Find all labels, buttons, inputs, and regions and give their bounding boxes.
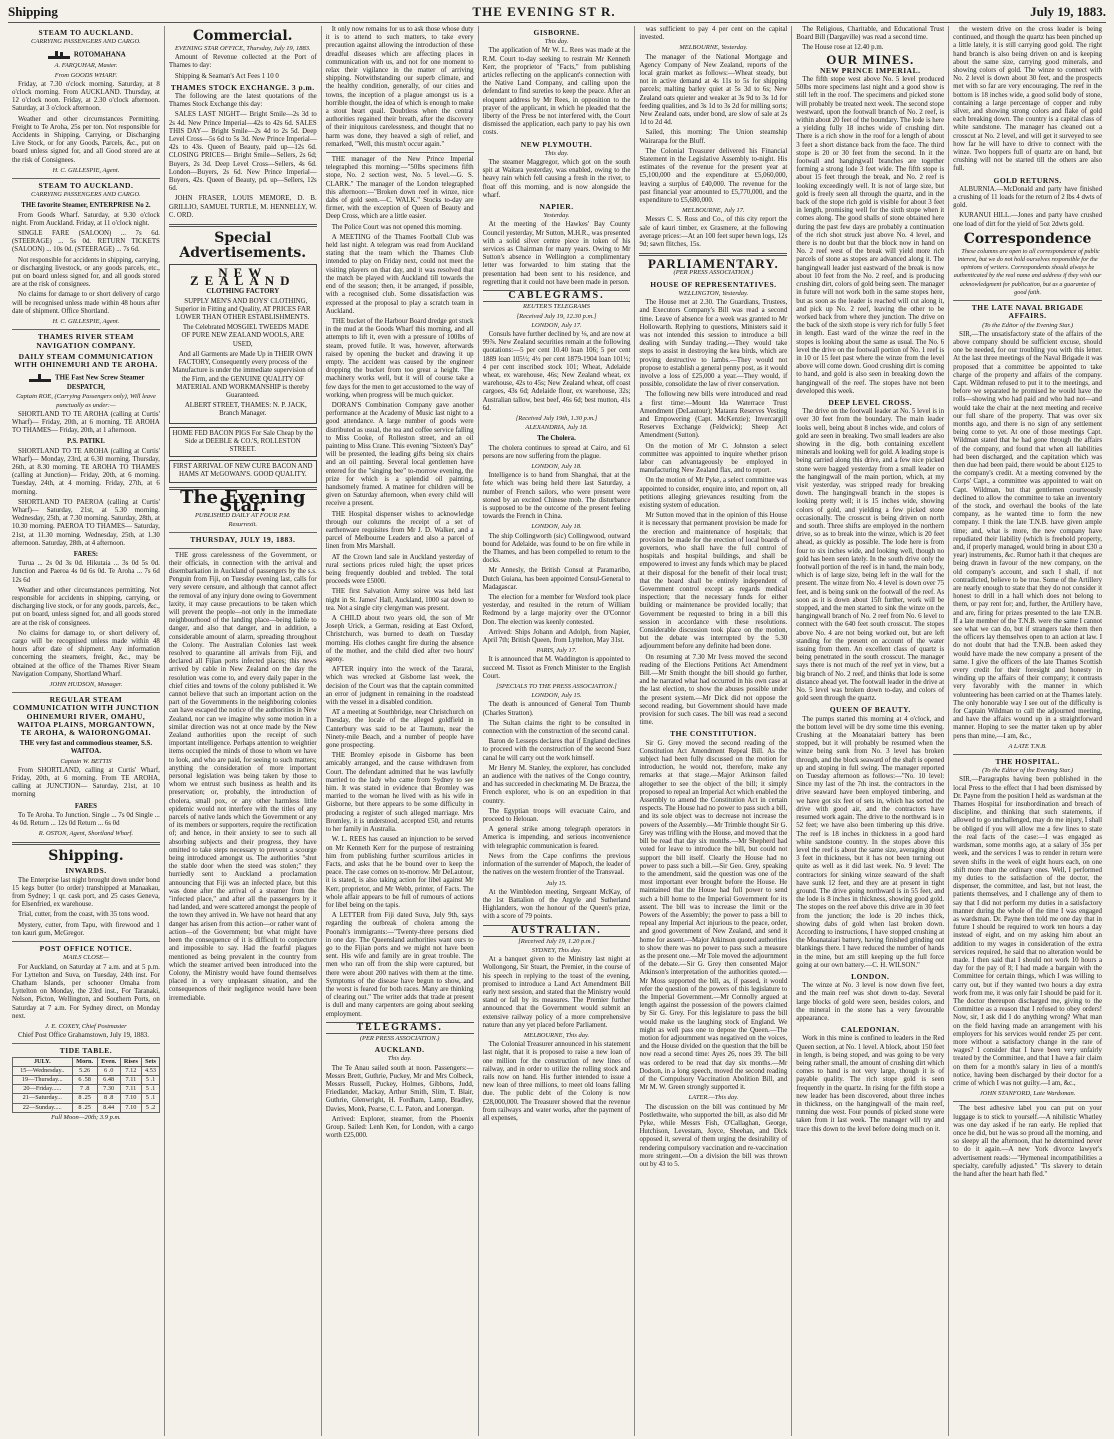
column-5 bbox=[635, 26, 792, 1436]
cable-item: The manager of the National Mortgage and Agency Company of New Zealand, reports of the local grain market as follows:—Wheat steady, but not in active demand at 4s 11s to 5s for shipping parcels; malting barley quiet at 5s 3d to 6s; New Zealand oats quieter and weaker at 3s 9d to 3s 1d for feeding qualities, and 3s 1d to 3s 2d for milling sorts; New Zealand oats, under bond, are slow of sale at 2s 1d to 2d 4d. bbox=[639, 53, 788, 127]
cable-item: The ship Collingworth (sic) Collingwood, outward bound for Adelaide, was found to be on fire while in the Thames, and has been compelled to return to the docks. bbox=[482, 532, 631, 565]
received: [Received July 19, 12.30 p.m.] bbox=[516, 312, 597, 320]
divider bbox=[953, 754, 1102, 755]
press-association: (PER PRESS ASSOCIATION.) bbox=[673, 269, 754, 277]
heading-telegrams: TELEGRAMS. bbox=[326, 1022, 474, 1034]
leader-date: THURSDAY, JULY 19, 1883. bbox=[190, 535, 296, 545]
tide-cell: 15—Wednesday.. bbox=[13, 1066, 73, 1075]
notice: No claims for damage to, or short delivery of, cargo will be recognised unless made within 48 hours after date of shipment. Any information concerning the steamers, freight, &c., may be obtained at the office of the Thames River Steam Navigation Company, Shortland Wharf. bbox=[12, 629, 160, 678]
tide-table-header bbox=[13, 1057, 160, 1066]
telegram-item: The Te Anau sailed south at noon. Passengers:—Messrs Brett, Guthrie, Puckey, Mr and Mrs Colbeck, Messrs Russell, Puckey, Holmes, Gibbons, Judd, Friedlander, Mackay, Arthur Smith, Slim, T. Blair, Guthrie, Glenwright, H. Fordham, Lamp, Bradley, Davies, Monk, Pearse, C. L. Paton, and Lonergan. bbox=[325, 1064, 474, 1113]
tide-cell: 8 .25 bbox=[72, 1094, 97, 1103]
wharf-name: From GOODS WHARF. bbox=[54, 71, 118, 79]
local-item: THE Hospital dispenser wishes to acknowledge through our columns the receipt of a set of earthenware requisites from Mr J. D. Walker, and a parcel of Melbourne Leaders and also a parcel of linen from Mrs Marshall. bbox=[325, 510, 474, 551]
cable-item: Mr Henry M. Stanley, the explorer, has concluded an audience with the natives of the Congo country, and has succeeded in checkmating M. De Brazza, the French explorer, who is on an expedition in that country. bbox=[482, 764, 631, 805]
post-notice: For Auckland, on Saturday at 7 a.m. and at 5 p.m. For Lyttelton and Suva, on Tuesday, 24th inst. For Chatham Islands, per schooner Omaha from Lyttelton on Monday, the 23rd inst., For Taranaki, Nelson, Picton, Wellington, and Southern Ports, on Saturday at 7 a.m. For Sydney direct, on Monday next. bbox=[12, 963, 160, 1020]
telegram-item: Arrived: Explorer, steamer, from the Phoenix Group. Sailed: Lenh Ken, for London, with a cargo worth £25,000. bbox=[325, 1115, 474, 1140]
exchange-sales: SALES LAST NIGHT— Bright Smile—2s 3d to 2s 4d. New Prince Imperial—42s to 42s 6d. SALES THIS DAY— Bright Smile—2s 4d to 2s 5d. Deep Level Cross—5s 6d to 5s 3d. New Prince Imperial—42s to 43s. Queen of Beauty, paid up—12s 6d. CLOSING PRICES— Bright Smile—Sellers, 2s 6d; Buyers, 2s 3d. Deep Level Cross—Sellers, 4s 6d. London—Buyers, 2s 6d. New Prince Imperial—Buyers, 42s. Queen of Beauty, pd. up—Sellers, 12s 6d. bbox=[168, 111, 317, 193]
ad-body: And all Garments are Made Up in THEIR OWN FACTORY, Consequently every process of the Manufacture is under the immediate supervision of the Firm, and the GENUINE QUALITY OF MATERIAL AND WORKMANSHIP is thereby Guaranteed. bbox=[172, 350, 314, 399]
tide-cell: 7.11 bbox=[120, 1075, 141, 1084]
cable-item: The Colonial Treasurer delivered his Financial Statement in the Legislative Assembly to-night. His estimates of the revenue for the present year at £5,100,000 and the expenditure at £5,060,000, leaving a surplus of £40,000. The revenue for the past financial year amounted to £5,770,000, and the expenditure to £5,680,000. bbox=[639, 147, 788, 205]
heading-hospital: THE HOSPITAL. bbox=[995, 757, 1060, 767]
fares-heading: FARES bbox=[74, 802, 97, 810]
subheading: CARRYING PASSENGERS AND CARGO. bbox=[31, 191, 141, 199]
tide-cell: 19—Thursday... bbox=[13, 1075, 73, 1084]
column-6 bbox=[792, 26, 949, 1436]
cable-item: Arrived: Ships Johann and Adolph, from Napier, April 7th; British Queen, from Lyttelton, May 31st. bbox=[482, 628, 631, 645]
column-7 bbox=[949, 26, 1106, 1436]
mine-report: The winze at No. 3 level is now down five feet, and the main reef was shot down to-day. Several large blocks of gold were seen, besides colors, and the mineral in the stone has a very favourable appearance. bbox=[796, 982, 945, 1022]
tide-header-cell: Sets bbox=[142, 1057, 160, 1066]
notice: No claims for damage to or short delivery of cargo will be recognised unless made within 48 hours after date of shipment. Office Shortland. bbox=[12, 291, 160, 315]
agent: H. C. GILLESPIE, Agent. bbox=[52, 166, 120, 174]
despatch-label: THE Fast New Screw Steamer DESPATCH, bbox=[55, 374, 145, 392]
heading-house: HOUSE OF REPRESENTATIVES. bbox=[650, 279, 777, 289]
parl-item: The following new bills were introduced and read a first time:—Mount Ida Waterrace Trust Amendment (DeLautour); Mataura Reserves Vesting and Empowering (Capt. McKenzie); Invercargill Reserves Exchange (Feldwick); Sheep Act Amendment (Sutton). bbox=[639, 391, 788, 440]
heading-london-mine: LONDON. bbox=[851, 971, 890, 981]
parl-item: The House rose at 12.40 p.m. bbox=[802, 44, 884, 52]
local-item: THE bucket of the Harbour Board dredge got stuck in the mud at the Goods Wharf this morning, and all attempts to lift it, even with a pressure of 100lbs of steam, proved futile. It was, however, afterwards raised by opening the bucket and drawing it up empty. The accident was caused by the engineer dropping the bucket from too great a height. The machinery works well, but it will of course take a few days for the men to get accustomed to the way of working, when progress will be much quicker. bbox=[325, 317, 474, 399]
shipping-item: Mystery, cutter, from Tapu, with firewood and 1 ton kauri gum, McGregor. bbox=[12, 921, 160, 937]
heading-gold-returns: GOLD RETURNS. bbox=[993, 175, 1062, 185]
shipping-item: The Enterprise last night brought down under bond 15 kegs butter (to order) transhipped at Manaakau, from Sydney; 1 qr. cask port, and 25 cases Geneva, for Elsenfried, ex warehouse. bbox=[12, 876, 160, 909]
divider bbox=[169, 532, 317, 533]
to-editor: (To the Editor of the Evening Star.) bbox=[982, 321, 1074, 329]
divider bbox=[12, 329, 160, 330]
dateline: This day. bbox=[544, 38, 569, 46]
fares-table: To Te Aroha. To Junction. Single ... 7s 0d Single ... 4s 0d. Return ... 12s 0d Return ... 6s 0d bbox=[12, 811, 160, 828]
masthead-title: THE EVENING ST R. bbox=[472, 4, 616, 19]
dateline: LONDON, July 17. bbox=[531, 321, 582, 329]
received: [Received July 19, 1.20 p.m.] bbox=[518, 937, 595, 945]
cable-item: The election for a member for Wexford took place yesterday, and resulted in the return of William Redmond by a large majority over the O'Connor Don. The election was keenly contested. bbox=[482, 594, 631, 626]
tide-cell: 8.44 bbox=[97, 1103, 120, 1112]
cable-item: It is announced that M. Waddington is appointed to succeed M. Tissot as French Minister to the English Court. bbox=[482, 656, 631, 680]
divider bbox=[12, 842, 160, 845]
agent: R. OSTON, Agent, Shortland Wharf. bbox=[38, 830, 134, 838]
subheading: CARRYING PASSENGERS AND CARGO. bbox=[31, 38, 141, 46]
revenue: Amount of Revenue collected at the Port of Thames to day: bbox=[168, 54, 317, 70]
dateline: LATER.—This day. bbox=[688, 1094, 739, 1102]
ad-body: SUPPLY MEN'S AND BOYS' CLOTHING, Superior in Fitting and Quality, AT PRICES FAR LOWER THAN OTHER ESTABLISHMENTS. bbox=[174, 297, 311, 322]
heading-qob: QUEEN OF BEAUTY. bbox=[829, 705, 911, 715]
steamer-enterprise: THE favorite Steamer, ENTERPRISE No 2. bbox=[21, 202, 151, 210]
cable-item: The Sultan claims the right to be consulted in connection with the construction of the second canal. bbox=[482, 719, 631, 736]
notice: Not responsible for accidents in shipping, carrying, or discharging livestock, or any goods parcels, etc., put on board unless signed for, and all goods stored are at the risk of consignees. bbox=[12, 256, 160, 289]
heading-our-mines: OUR MINES. bbox=[826, 51, 915, 67]
tide-header-cell: JULY. bbox=[13, 1057, 73, 1066]
parl-item: The House met at 2.30. The Guardians, Trustees, and Executors Company's Bill was read a second time. Leave of absence for a week was granted to Mr Hollowarth. Replying to questions, Ministers said it was not intended this session to introduce a bill dealing with Sunday trading.—They would take steps to assist in destroying the kea birds, which are proving destructive to lambs.—They would not propose to establish a general penny post, as it would involve a loss of £25,000 a year.—They would, if possible, consolidate the law of river conservation. bbox=[639, 299, 788, 389]
tide-cell: 7 .8 bbox=[72, 1085, 97, 1094]
steamer-rotomahana: ROTOMAHANA bbox=[73, 51, 126, 59]
mine-report: The fifth stope west above No. 5 level produced 50lbs more specimens last night and a good show is still left in the roof. The specimens and picked stone will probably be treated next week. The second stope westward, upon the footwall branch of No. 2 reef, is within about 20 feet of the boundary. The lode is here a yielding fully 18 inches wide of crushing dirt. There is a rich show in the roof for a length of about 3 feet a short distance back from the face. The third stope is 20 or 30 feet from the second. In it the footwall and hangingwall branches are together forming a strong lode 3 feet wide. The fifth stope is about 15 feet through the break, and No. 2 reef is looking exceedingly well. It is not of large size, but gold is freely seen all through the quartz, and in the back of the stope rich gold is visible for about 3 feet in length, promising well for the sixth stope when it comes along. The good shalls of stone obtained here during the past few days are probably a continuation of the rich shot struck just above No. 4 level, and there is no doubt but that the block now in hand on No. 2 reef west of the break will yield more rich parcels of stone as stopes are advanced along it. The hangingwall leader just eastward of the break is now about 10 feet from the No. 2 reef, and is producing crushing dirt, colors of gold being seen. The manager in future will not work both in the same stopes here, but as soon as the leader is reached will cut along it, and pick up No. 2 reef, leaving the other to be worked back from where they junction. The drive on the back of the sixth stope is very rich for fully 5 feet in length. East ward of the winze the reef in the stopes is looking about the same as usual. The No. 6 level the drive on the footwall portion of No. 1 reef is in 10 or 15 feet past where the winze from the level above will come down. Good crushing dirt is coming to hand, and gold is also seen in breaking down the hangingwall of the reef. The stopes have not been developed this week. bbox=[796, 76, 945, 395]
cable-item: A general strike among telegraph operators in America is impending, and serious inconvenience with telegraphic communication is feared. bbox=[482, 826, 631, 850]
mine-report: Work in this mine is confined to leaders in the Red Queen section, at No. 1 level. A block, about 150 feet in length, is being stoped, and was going to be very being rather small, the amount of crushing dirt which comes to hand is not very large, though it is of payable quality. The rich stope gold is seen frequently in the quartz. In rising for the fifth stope a new leader has been discovered, about three inches in thickness, on the hangingwall of the main reef, running due west. Four pounds of picked stone were taken from it last week. The manager will try and trace this down to the level before doing much on it. bbox=[796, 1035, 945, 1133]
dateline: MELBOURNE, Yesterday. bbox=[679, 44, 748, 52]
cable-item-cont: was sufficient to pay 4 per cent on the capital invested. bbox=[639, 26, 788, 42]
notice: Weather and other circumstances Permitting. Freight to Te Aroha, 25s per ton. Not responsible for Accidents in Shipping, Carrying, or Discharging Live Stock, or for any Goods, Parcels, &c., put on board unless signed for, and all Good stored are at the risk of Consignees. bbox=[12, 115, 160, 164]
steamship-icon bbox=[27, 372, 53, 384]
ad-clothing-factory: CLOTHING FACTORY bbox=[206, 288, 280, 296]
schedule: From Goods Wharf. Saturday, at 9.30 o'clock night. From Auckland. Friday, at 11 o'clock night. bbox=[12, 211, 160, 227]
divider bbox=[953, 300, 1102, 301]
cable-item: The death is announced of General Tom Thumb (Charles Stratton). bbox=[482, 701, 631, 717]
parl-item: Sir G. Grey moved the second reading of the Constitution Act Amendment Repeal Bill. As the subject had been fully discussed on the motion for introduction, he would not, therefore, make any remarks at that stage.—Major Atkinson failed altogether to see the object of the bill; it simply proposed to repeal an Imperial Act which enabled the Assembly to amend the Constitution Act in certain respects. The House had no power to pass such a bill, and its sole object was to decrease not increase the powers of the Assembly.—Mr Trimble thought Sir G. Grey was trifling with the House, and moved that the bill be read that day six months.—Mr Shepherd had voted for leave to introduce the bill, but could not support the bill itself. Clearly the House had no power to pass such a bill.—Sir Geo. Grey, speaking to the amendment, said the question was one of the most important ever brought before the House. He maintained that the House had full power to send such a bill home to the Imperial Government for its assent. The bill was to increase the limit or the Powers of the Assembly; the power to pass a bill to repeal any Imperial Act injurious to the peace, order, and good government of New Zealand, and send it home for assent.—Major Atkinson quoted authorities to show there was no power to pass such a measure as the present one.—Mr Tole moved the adjournment of the debate.—Sir G. Grey then consented Major Atkinson's interpretation of the authorities quoted.—Mr Moss supported the bill, as, if passed, it would refer the question of the powers of this legislature to the Imperial Government.—Mr Connolly argued at length against the possession of the powers claimed by Sir G. Grey. For this legislature to pass the bill would make us the laughing stock of England. We might as well pass one to depose the Queen.—The motion for adjournment was negatived on the voices, and the House divided on the question that the bill be now read a second time: Ayes 26, noes 39. The bill was ordered to be read that day six months.—Mr Dodson, in a long speech, moved the second reading of the Compulsory Vaccination Abolition Bill, and Mr M. W. Green strongly supported it. bbox=[639, 739, 788, 1092]
letter: SIR,—Paragraphs having been published in the local Press to the effect that I had been dismissed by Dr. Payne from the position I held as wardsman at the Thames Hospital for insubordination and breach of discipline, and thinking that such statements, if allowed to go unchallenged, may do me injury, I shall be obliged if you will allow me a few lines to state the real facts of the case:—I was engaged as wardsman, some months ago, at a salary of 35s per week, and the services I was to render in return were seven shifts in the week of eight hours each, on one shift more than the ordinary ones. Well, I performed my duties to the satisfaction of the doctor, the dispenser, the committee, and last, but not least, the patients themselves, and I challenge any of them to say that I did not perform my duties in a satisfactory manner during the whole of the time I was engaged as wardsman. Dr. Payne then told me one day that in future I should be required to work ten hours a day instead of eight, and on my asking him about an addition to my wages in consideration of the extra services required, he said that no alteration would be made. I then said that I should not work 10 hours a day for the pay of 8; I had made a bargain with the Committee for certain things, which I was willing to carry out, but if they wanted two hours a day extra work from me, it was only fair I should be paid for it. The doctor thereupon discharged me, giving to the Committee as a reason that I refused to obey orders! Now, sir, I ask did I do anything wrong? What man on the field having made an arrangement with his employers for his services would render 25 per cent. more without a satisfactory change in the rate of wages? I consider that I have been very unfairly treated by the Committee, and that I have a fair claim on them for a month's salary in lieu of a month's notice, having been discharged by their doctor for a crime of which I was not guilty.—I am, &c., bbox=[953, 776, 1103, 1087]
column-1 bbox=[8, 26, 165, 1436]
local-item: THE manager of the New Prince Imperial telegraphed this morning:—"50lbs specimens fifth stope, No. 2 section west, No. 5 level.—G. S. CLARK." The manager of the London telegraphed this afternoon:—"Broken down reef in winze, nice dabs of gold seen.—C. WALK." Stocks to-day are firmer, with the exception of Queen of Beauty and Deep Cross, which are a little easier. bbox=[325, 156, 474, 221]
dateline: This day. bbox=[544, 149, 569, 157]
dateline: MELBOURNE, This day. bbox=[523, 1031, 590, 1039]
postmaster: J. E. COXEY, Chief Postmaster bbox=[45, 1022, 127, 1030]
schedule: Friday, at 7.30 o'clock morning. Saturday, at 8 o'clock morning. From AUCKLAND. Thursday, at 12 o'clock noon. Friday, at 2.30 o'clock afternoon. Saturday, at 3 o'clock afternoon. bbox=[12, 80, 160, 113]
post-office-date: Chief Post Office Grahamstown, July 19, 1883. bbox=[18, 1032, 149, 1040]
tide-cell: 7.12 bbox=[120, 1066, 141, 1075]
heading-stock-exchange: THAMES STOCK EXCHANGE. 3 p.m. bbox=[170, 82, 315, 92]
parl-item: Mr Sutton moved that in the opinion of this House it is necessary that permanent provision be made for the erection and maintenance of hospitals; that provision be made for the erection of local boards of governors, who shall have the full control of hospitals and hospital buildings, and shall be empowered to invest any funds which may be placed at their disposal for the benefit of their local trust; that the board shall be entirely independent of Government control except as regards medical inspection; that the necessary funds for either building or maintenance be provided locally; that Government be requested to bring in a bill this session in accordance with these resolutions. Considerable discussion took place on the motion, but the debate was interrupted by the 5.30 adjournment before any definite had been done. bbox=[639, 512, 788, 651]
manager: JOHN HUDSON, Manager. bbox=[49, 681, 123, 689]
mine-report: The pumps started this morning at 4 o'clock, and the bottom level will be dry some time this evening. Crushing at the Moanataiari battery has been stopped, but it will probably be resumed when the winze being sunk from No. 3 level has broken through, and the block seaward of the shaft is opened up and stoping in full swing. The manager reported on Tuesday afternoon as follows:—"No. 10 level: Since my last of the 7th inst. the contractors in the drive seaward have been employed timbering, and we have got six feet of sets in, which has sorted the drive with good air, and the contractors have resumed work again. The drive to the northward is in 52 feet; we have also been timbering up this drive. The reef is 18 inches in thickness in a good hard white sandstone country. In the stopes above this level the reef is about the same size, averaging about 3 feet in thickness, but it has not been turning out quite as well as it did last week. No. 9 level: The contractors for sinking winze seaward of the shaft have sunk 12 feet, and they are at present in tight ground. The drive going northward is in 55 feet, and the lode is 8 inches in thickness, showing good gold. The stopes on the reef above this drive are in 30 feet from the junction; the lode is 20 inches thick, showing dabs of gold when last broken down. According to instructions, I have stopped crushing at the Moanataiari battery, having finished grinding out blankings there. I have reduced the number of hands in the mine, but am still keeping up the full force going at our own battery.—C. H. WILSON." bbox=[796, 715, 945, 969]
bacon-ad: HOME FED BACON PIGS For Sale Cheap by the Side at DEEBLE & CO.'S, ROLLESTON STREET. bbox=[169, 427, 317, 458]
masthead-section: Shipping bbox=[8, 4, 58, 19]
dateline: SYDNEY, This day. bbox=[531, 946, 582, 954]
specials: [SPECIALS TO THE PRESS ASSOCIATION.] bbox=[496, 683, 617, 691]
tide-cell: 7.11 bbox=[120, 1085, 141, 1094]
to-editor: (To the Editor of the Evening Star.) bbox=[982, 767, 1074, 775]
dateline: LONDON, July 18. bbox=[531, 523, 582, 531]
divider bbox=[12, 1043, 160, 1044]
dateline: ALEXANDRIA, July 18. bbox=[525, 424, 588, 432]
correspondence-note: These columns are open to all correspondence of public interest, but we do not hold ourselves responsible for the opinions of writers. Correspondents should always be authenticated by the real name and address if they wish our acknowledgment for publication, but as a guarantee of good faith. bbox=[953, 247, 1102, 296]
dateline: MELBOURNE, July 17. bbox=[682, 207, 745, 215]
received: [Received July 19th, 1.30 p.m.] bbox=[515, 414, 598, 422]
gold-return: KURANUI HILL.—Jones and party have crushed one load of dirt for the yield of 5oz 2dwts gold. bbox=[953, 212, 1103, 228]
tide-row bbox=[13, 1075, 160, 1084]
parl-item: The Religious, Charitable, and Educational Trust Board Bill (Dargaville) was read a second time. bbox=[796, 26, 945, 42]
ad-body: The Celebrated MOSGIEL TWEEDS MADE OF PURE NEW ZEALAND WOOLS, ARE USED, bbox=[181, 324, 309, 348]
telegram-item: At the meeting of the Hawkes' Bay County Council yesterday, Mr Sutton, M.H.R., was presented with a solid silver centre piece in token of his services as Chairman for many years. Owing to Mr Sutton's absence in Wellington a complimentary letter was forwarded to him stating that the presentation had been sent to his residence, and regretting that it could not have been made in person. bbox=[482, 221, 631, 286]
local-item: A MEETING of the Thames Football Club was held last night. A telegram was read from Auckland stating that the team which the Thames Club intended to play on Friday next, could not meet the visiting players on that day, and it was resolved that the match be played with Auckland till towards the end of the season; then, it be arranged, if possible, with a recognised club. Some dissatisfaction was expressed at the proposal to play a scratch team in Auckland. bbox=[325, 233, 474, 315]
divider bbox=[12, 178, 160, 179]
heading-constitution: THE CONSTITUTION. bbox=[670, 729, 757, 739]
dateline: PARIS, July 17. bbox=[536, 647, 577, 655]
local-item: AT the Crown land sale in Auckland yesterday of rural sections prices ruled high; the upset prices being frequently doubled and trebled. The total proceeds were £5000. bbox=[325, 553, 474, 586]
heading-commercial: Commercial. bbox=[193, 28, 293, 44]
cable-item: Consuls have further declined by ⅛, and are now at 99⅞. New Zealand securities remain at the following quotations:—5 per cent 10.40 loan 106; 5 per cent 1889 loan 105½; 4½ per cent 1879-1904 loan 101½; 4 per cent inscribed stock 101; Wheat, Adelaide wheat, ex warehouse, 46s; New Zealand wheat, ex warehouse, 42s to 45s; New Zealand wheat, off coast cargoes, 43s 6d; Adelaide flour, ex warehouse, 32s; Australian tallow, best beef, 46s 6d; best mutton, 41s 6d. bbox=[482, 330, 631, 412]
heading-parliamentary: PARLIAMENTARY. bbox=[648, 256, 779, 272]
masthead-date: July 19, 1883. bbox=[1030, 4, 1106, 19]
local-item: A CHILD about two years old, the son of Mr Joseph Urick, a German, residing at East Oxford, Christchurch, was burned to death on Tuesday morning. His clothes caught fire during the absence of the mother, and the child died after two hours' agony. bbox=[325, 615, 474, 664]
tide-row bbox=[13, 1103, 160, 1112]
dateline: LONDON, July 18. bbox=[531, 462, 582, 470]
cable-item: Baron de Lesseps declares that if England declines to proceed with the construction of the second Suez canal he will carry out the work himself. bbox=[482, 738, 631, 762]
heading-steam-auckland: STEAM TO AUCKLAND. bbox=[38, 28, 134, 37]
heading-cholera: The Cholera. bbox=[537, 435, 576, 443]
heading-daily-steam: DAILY STEAM COMMUNICATION WITH OHINEMURI AND TE AROHA. bbox=[14, 351, 158, 369]
steamship-icon bbox=[46, 49, 72, 61]
tide-cell: 5.26 bbox=[72, 1066, 97, 1075]
steamer-despatch bbox=[12, 372, 160, 392]
tide-cell: 7.10 bbox=[120, 1103, 141, 1112]
heading-new-plymouth: NEW PLYMOUTH. bbox=[520, 139, 593, 149]
local-item: DORAN'S Combination Company gave another performance at the Academy of Music last night to a good attendance. A large number of goods were distributed as usual, the tea and coffee service falling to Miss Cooke, of Rolleston street, and an oil painting to Miss Crane. This evening "Sixteen's Day" will be presented, the leading gifts being six chairs and an oil painting. Several local gentlemen have entered for the "singing bee" to-morrow evening, the prize for which is a splendid oil painting, handsomely framed. A matinee for children will be given on Saturday afternoon, when every child will receive a present. bbox=[325, 401, 474, 508]
heading-auckland: AUCKLAND. bbox=[374, 1045, 425, 1055]
dateline: LONDON, July 15. bbox=[531, 692, 582, 700]
press-association: (PER PRESS ASSOCIATION.) bbox=[359, 1034, 440, 1042]
brokers: JOHN FRASER, LOUIS MEMORE, D. B. GRILLIO, SAMUEL TURTLE, M. HENNELLY, W. C. ORD. bbox=[168, 195, 317, 219]
tide-cell: 5 .1 bbox=[142, 1075, 160, 1084]
column-4 bbox=[479, 26, 636, 1436]
tide-row bbox=[13, 1085, 160, 1094]
heading-post-office: POST OFFICE NOTICE. bbox=[39, 944, 133, 954]
fares-heading: FARES: bbox=[73, 550, 99, 558]
divider bbox=[326, 152, 474, 153]
dateline: Yesterday. bbox=[543, 212, 570, 220]
cable-item: At a banquet given to the Ministry last night at Wollongong, Sir Stuart, the Premier, in the course of his speech in replying to the toast of the evening, promised to introduce a Land Act Amendment Bill early next session, and stated that the Ministry would stand or fall by its measures. The Premier further announced that the Government would submit an extensive railway policy of a more comprehensive nature than any yet placed before Parliament. bbox=[482, 956, 631, 1029]
telegram-item: The steamer Maggregor, which got on the south spit at Waitara yesterday, was enabled, owing to the heavy rain which fell causing a fresh in the river, to float off this morning, and is now alongside the wharf. bbox=[482, 159, 631, 199]
schedule: SHORTLAND TO TE AROHA (calling at Curtis' Wharf)— Friday, 20th, at 6 morning. TE AROHA TO THAMES— Friday, 20th, at 1 afternoon. bbox=[12, 410, 160, 435]
agent: H. C. GILLESPIE, Agent. bbox=[52, 318, 120, 326]
schedule: From SHORTLAND, calling at Curtis' Wharf, Friday, 20th, at 6 morning. From TE AROHA, calling at JUNCTION— Saturday, 21st, at 10 morning bbox=[12, 766, 160, 799]
mails-close: MAILS CLOSE— bbox=[63, 954, 109, 962]
miscellany: The best adhesive label you can put on your luggage is to stick to yourself.—A nihilistic Whatley was one day asked if he ran early. He replied that once he did, but he was so proud all the morning, and so sleepy all the afternoon, that he determined never to do it again.—A new York divorce lawyer's advertisement reads:—"Hymeneal incompatibilities a specialty, carefully adjusted." 'Tis slavery to detain the hand after the heart hath fled." bbox=[953, 1105, 1103, 1179]
tide-cell: 8 .25 bbox=[72, 1103, 97, 1112]
leader-article: THE gross carelessness of the Government, or their officials, in connection with the arrival and disembarkation in Auckland of passengers by the s.s. Penguin from Fiji, on Tuesday evening last, calls for very severe censure, and although that cannot affect the removal of any injury done owing to Government laxity, it may cause precautions to be taken which will prevent the people—not only in the immediate neighbourhood of the landing place—being liable to danger, and also that danger, and in addition, a considerable amount of alarm, spreading throughout the Colony. The Australian Colonies last week resolved to quarantine all arrivals from Fiji, and declared all Fijian ports infected places; this news arrived by cable in New Zealand on the day the resolution was come to, and every daily paper in the chief cities and towns of the colony published it. We cannot believe that such an important action on the part of the Governments in the neighboring colonies can have escaped the notice of the authorities in New Zealand, nor can we imagine why some motion in a similar direction was not at once made by the New Zealand authorities upon the receipt of such important intelligence. Perhaps attention to weightier items occupied the minds of those to whom we have to look, and who are paid, for seeing to such matters; anything the consideration of more important personal legislation was being taken by those to whom we entrust such business as health and its preservation; or, probably, the introduction of cholera, small pox, or any other harmless little epidemic would not interfere with the titles of any parcels of native lands which the Government or any of its members or supporters, require the rectification of; and hence, in their anxiety to see to such all absorbing subjects and their progress, they have omitted to take steps necessary to prevent a scourge being introduced amongst us. The authorities "shut the stable door when the steed was stolen;" they hurriedly sent to Auckland a proclamation announcing that Fiji was an infected place, but this was done after the arrival of a steamer from the "infected place," and after all the passengers by it had landed, and were scattered amongst the people of the town they arrived in. We have not heard that any danger has arisen from this action—or rather want of action—of the Government; but what might have been the consequence of it is difficult to conjecture and impossible to say. Had the fearful plagues mentioned as being prevalent in the country from which the steamer arrived been introduced into the Colony, the Ministry would have found themselves placed in a very unpleasant situation, and the consequences of their negligence would have been irremediable. bbox=[168, 551, 317, 1002]
captain: Captain W. BETTIS bbox=[60, 757, 112, 765]
cable-item: Sailed, this morning: The Union steamship Wairarapa for the Bluff. bbox=[639, 129, 788, 145]
cable-item: Intelligence is to hand from Shanghai, that at the fete which was being held there last Saturday, a number of French sailors, who were present were stoned by an excited Chinese mob. The disturbance is supposed to be the outcome of the present feeling towards the French in China. bbox=[482, 472, 631, 521]
tide-cell: 4.53 bbox=[142, 1066, 160, 1075]
mine-report-cont: the western drive on the cross leader is being continued, and though the quartz has been pinched up a little lately, it is still carrying good gold. The right hand branch is also being driven on and is keeping about the same size, carrying good minerals, and showing colors of gold. The winze to connect with No. 2 level is down about 30 feet, and the prospects met with so far are very encouraging. The reef in the bottom is 18 inches wide, a good solid body of stone, containing a large percentage of copper and ruby silver, and showing strong colors and flake of gold each breaking down. The country is a capital class of white sandstone. The manager has cleaned out a crosscut at No. 2 level, and will get it surveyed to see how far he will have to drive to connect with the winze. Two hoppers full of quartz are on hand, but crushing will not be started till the others are also full. bbox=[953, 26, 1103, 173]
steamer-name bbox=[12, 49, 160, 61]
steamer-waitoa: THE very fast and commodious steamer, S.S. WAITOA. bbox=[19, 740, 153, 756]
tide-table-body bbox=[13, 1066, 160, 1112]
reuters: REUTER'S TELEGRAMS bbox=[523, 303, 590, 311]
parl-item: On the motion of Mr C. Johnston a select committee was appointed to inquire whether prison labor can advantageously be employed in manufacturing New Zealand flax, and to report. bbox=[639, 442, 788, 475]
tide-row bbox=[13, 1094, 160, 1103]
full-moon: Full Moon—20th; 3.9 p.m. bbox=[51, 1113, 121, 1121]
cable-item: Mr Annesly, the British Consul at Paramaribo, Dutch Guiana, has been appointed Consul-General to Madagascar. bbox=[482, 567, 631, 591]
steamer-patiki: P.S. PATIKI. bbox=[67, 438, 105, 446]
tide-cell: 7.30 bbox=[97, 1085, 120, 1094]
master-name: A. FARQUHAR, Master. bbox=[54, 62, 118, 70]
tide-cell: 6 .0 bbox=[97, 1066, 120, 1075]
cable-item: Messrs C. S. Ross and Co., of this city report the sale of kauri timber, ex Grasmere, at the following average prices:—At an 100 feet super hewn logs, 12s 9d; sawn flitches, 15s. bbox=[639, 216, 788, 249]
dateline: WELLINGTON, Yesterday. bbox=[678, 289, 749, 297]
published-daily: PUBLISHED DAILY AT FOUR P.M. bbox=[194, 511, 291, 519]
heading-special-ads: Special Advertisements. bbox=[179, 230, 307, 262]
divider bbox=[12, 692, 160, 693]
tide-row bbox=[13, 1066, 160, 1075]
heading-cablegrams: CABLEGRAMS. bbox=[483, 290, 631, 302]
heading-naval-brigade: THE LATE NAVAL BRIGADE AFFAIRS. bbox=[971, 303, 1084, 321]
parl-item: On the motion of Mr Pyke, a select committee was appointed to consider, enquire into, and report on, all petitions alleging grievances resulting from the existing system of education. bbox=[639, 477, 788, 509]
dateline: This day. bbox=[387, 1055, 412, 1063]
local-item: The Police Court was not opened this morning. bbox=[331, 223, 462, 231]
heading-shipping: Shipping. bbox=[48, 848, 124, 865]
tide-header-cell: Rises bbox=[120, 1057, 141, 1066]
tide-cell: 21—Saturday... bbox=[13, 1094, 73, 1103]
fares-table: Turua ... 2s 0d 3s 0d. Hikutaia ... 3s 0d 5s 0d. Junction and Paeroa 4s 0d 6s 0d. Te Aroha ... 7s 6d 12s 6d bbox=[12, 560, 160, 584]
heading-correspondence: Correspondence bbox=[963, 230, 1092, 247]
signature: A LATE T.N.B. bbox=[1008, 742, 1047, 750]
cable-item: The cholera continues to spread at Cairo, and 61 persons are now suffering from the plague. bbox=[482, 444, 631, 460]
tide-table bbox=[12, 1057, 160, 1113]
cable-item: At the Wimbledon meeting, Sergeant McKay, of the 1st Battalion of the Argyle and Sutherland Highlanders, won the honour of the Queen's prize, with a score of 79 points. bbox=[482, 888, 631, 921]
shipping-item: Trial, cutter, from the coast, with 35 tons wood. bbox=[18, 911, 150, 919]
tide-cell: 20—Friday...... bbox=[13, 1085, 73, 1094]
column-2 bbox=[165, 26, 322, 1436]
heading-regular-steam: REGULAR STEAM COMMUNICATION WITH JUNCTION OHINEMURI RIVER, OMAHU, WAITOA PLAINS, MORGANTOWN, TE AROHA, & WAIORONGOMAI. bbox=[12, 695, 159, 738]
schedule: SHORTLAND TO TE AROHA (calling at Curtis' Wharf)— Monday, 23rd, at 6.30 morning. Thursday, 26th, at 8.30 morning. TE AROHA TO THAMES (calling at Junction)— Friday, 20th, at 6 morning. Tuesday, 24th, at 4 morning. Friday, 27th, at 6 morning. bbox=[12, 447, 160, 496]
divider bbox=[953, 1101, 1102, 1102]
motto: Resurrexit. bbox=[228, 521, 258, 529]
signature: JOHN STANFORD, Late Wardsman. bbox=[979, 1090, 1076, 1098]
parl-item: On resuming at 7.30 Mr Ivess moved the second reading of the Elections Petitions Act Amendment Bill.—Mr Smith thought the bill should go further, and he narrated what had occurred in his own case at the last election, to show the abuses possible under the present system.—Mr Dick did not oppose the second reading, but Government should have made provision for such cases. The bill was read a second time. bbox=[639, 653, 788, 727]
tide-cell: 6 .58 bbox=[72, 1075, 97, 1084]
captain: Captain ROE, (Carrying Passengers only), Will leave punctually as under:— bbox=[16, 393, 156, 409]
tide-cell: 8 .8 bbox=[97, 1094, 120, 1103]
divider bbox=[12, 941, 160, 942]
paper-title: The Evening Star. bbox=[180, 486, 306, 516]
columns bbox=[8, 26, 1106, 1436]
cable-item: The Egyptian troops will evacuate Cairo, and proceed to Helouan. bbox=[482, 807, 631, 824]
tide-cell: 5 .1 bbox=[142, 1094, 160, 1103]
masthead bbox=[8, 4, 1106, 23]
tide-header-cell: Morn. bbox=[72, 1057, 97, 1066]
heading-australian: AUSTRALIAN. bbox=[483, 925, 631, 937]
local-item: THE first Salvation Army soiree was held last night in St. James' Hall, Auckland, 1000 sat down to tea. Not a single city clergyman was present. bbox=[325, 588, 474, 612]
heading-dlc: DEEP LEVEL CROSS. bbox=[828, 397, 913, 407]
ad-address: ALBERT STREET, THAMES: N. P. JACK, Branch Manager. bbox=[184, 402, 307, 418]
heading-tide-table: TIDE TABLE. bbox=[59, 1046, 113, 1056]
heading-caledonian: CALEDONIAN. bbox=[840, 1025, 900, 1035]
dateline: July 15. bbox=[546, 879, 567, 887]
cable-item: The Colonial Treasurer announced in his statement last night, that it is proposed to raise a new loan of one million for the construction of new lines of railway, and in order to utilize the rolling stock and rails now on hand. His further intended to issue a new loan of three millions, to meet old loans falling due. The public debt of the Colony is now £28,000,000. The Treasurer showed that the revenue from railways and water works, after the payment of all expenses, bbox=[482, 1041, 631, 1122]
local-item: W. L. REES has caused an injunction to be served on Mr Kenneth Kerr for the purpose of restraining him from publishing further scurrilous articles in Facts, and asks that he be bound over to keep the peace. The case comes on to-morrow. Mr DeLautour, it is stated, is also taking action for libel against Mr Kerr, proprietor, and Mr Webb, printer, of Facts. The whole affair appears to be full of rumours of actions for libel being on the tapis. bbox=[325, 836, 474, 909]
clothing-factory-ad bbox=[169, 264, 317, 423]
heading-npi: NEW PRINCE IMPERIAL. bbox=[819, 65, 921, 75]
exchange-intro: The following are the latest quotations of the Thames Stock Exchange this day: bbox=[168, 93, 317, 109]
heading-steam-auckland-2: STEAM TO AUCKLAND. bbox=[38, 181, 134, 191]
fares: SINGLE FARE (SALOON) ... 7s 6d. (STEERAGE) ... 5s 0d. RETURN TICKETS (SALOON) ... 10s 0d. (STEERAGE) ... 7s 6d. bbox=[12, 230, 160, 254]
tide-cell: 7.10 bbox=[120, 1094, 141, 1103]
letter: SIR,—The unsatisfactory state of the affairs of the above company should be sufficient excuse, should one be needed, for our troubling you with this letter. At the last three meetings of the Naval Brigade it was proposed that a committee be appointed to take charge of the property and affairs of the company. Capt. Wildman refused to put it to the meetings, and before we separated he promised he would have the rolls—showing who had paid and who had not—and would take the chair at the next meeting and receive our full share of the property. That was over six months ago, and there is no sign of any settlement being come to yet. At one of those meetings Capt. Wildman stated that he had gone through the affairs of the company, and found that when all liabilities had been discharged, and the capitation which was then due had been paid, there would be about £125 to the company's credit. At a meeting convened by the Corps' Capt., a committee was appointed to wait on Capt. Wildman, but that gentlemen courteously declined to allow the committee to take an inventory of the stock, and overhaul the books of the late company, as he wanted time to form the new company. I think the late T.N.B. have given ample time; and, what is more, the new company have repudiated their liability (which is freehold property, and, if properly managed, would bring in about £30 a year) instruments, &c. Rumor hath it that cheques are being drawn in favour of the new company, on the old company's account, and such I shall, if not contradicted, believe to be true. Some of the Artillery are nearly enough to state that they do not consider it honest to drill in a hall which does not belong to them, or pay rent for; and, further, the Artillery have, and are, firing for prizes presented to the late T.N.B. If a late member of the T.N.B. were the same I cannot see what we can do, but if strangers take them then the officers lay themselves open to an action at law. I do not doubt that had the T.N.B. been asked they would have made the new company a present of the same. I give the officers of the late Thames Scottish every credit for their foresight and honesty in winding up the affairs of their company; it contrasts very favorably with the manner in which volunteering has been carried on at the Thames lately. The only honorable way I see out of the difficulty is for Captain Wildman to call the adjourned meeting, and have the affairs wound up in a straightforward manner. Hoping to see the matter taken up by abler pens than mine,—I am, &c., bbox=[953, 330, 1103, 740]
parl-item: The discussion on the bill was continued by Mr Postlethwaite, who supported the bill, as also did Mr Pyke, while Messrs Fish, O'Callaghan, George, Hutchison, Levestam, Joyce, Sheehan, and Dick opposed it, several of them urging the desirability of rendering compulsory vaccination and re-vaccination more stringent.—On a division the bill was thrown out by 43 to 5. bbox=[639, 1103, 788, 1169]
local-item: A LETTER from Fiji dated Suva, July 9th, says regarding the outbreak of cholera among the Poonah's immigrants:—"Twenty-three persons died in one day. The Queensland authorities want ours to go to the Fijian ports and we might not have been sent. His wife and family are in great trouble. The men who ran off from the ship were captured, but there were about 200 natives with them at the time. Symptoms of the disease have begun to show, and the worst is feared for both races. Many are thinking of clearing out." The writer adds that trade at present is dull and many carpenters are going about seeking employment. bbox=[325, 912, 474, 1018]
divider bbox=[169, 224, 317, 227]
local-item: AT a meeting at Southbridge, near Christchurch on Tuesday, the locale of the alleged goldfield in Canterbury was said to be at Taumutu, near the Ninety-mile Beach, and a number of people have gone prospecting. bbox=[325, 709, 474, 750]
heading-thames-river: THAMES RIVER STEAM NAVIGATION COMPANY. bbox=[36, 332, 136, 350]
mcgowan-ad: FIRST ARRIVAL OF NEW CURE BACON AND HAMS AT McGOWAN'S. GOOD QUALITY. bbox=[169, 460, 317, 482]
local-item: THE Bromley episode in Gisborne has been amicably arranged, and the cause withdrawn from Court. The defendant admitted that he was lawfully married to the lady who came from Sydney to see him. It was stated in evidence that Bromley was married to the woman he lived with as his wife in Gisborne, but there appears to be some difficulty in producing a register of such alleged marriage. Mrs Bromley, it is understood, accepted £50, and returns to her family in Australia. bbox=[325, 752, 474, 834]
tide-header-cell: Even. bbox=[97, 1057, 120, 1066]
tide-cell: 6.48 bbox=[97, 1075, 120, 1084]
heading-napier: NAPIER. bbox=[539, 202, 574, 212]
notice: Weather and other circumstances permitting. Not responsible for accidents in shipping, carrying, or discharging live stock, or for any goods, parcels, &c., put on board, unless signed for, and all goods stored are at the risk of consignees. bbox=[12, 586, 160, 627]
column-3 bbox=[322, 26, 479, 1436]
leader-article-cont: It only now remains for us to ask those whose duty it is to attend to such matters, to take every precaution against allowing the introduction of these dreadful diseases which are affecting places in communication with us, and not for one moment to relax their vigilance in the matter of arriving shipping. Notwithstanding our superb climate, and the healthy condition, generally, of our cities and towns, the inception of a plague amongst us is a horrible thought, the idea of which is enough to make a stout heart quail. Doubtless when the central authorities regained their breath, after the discovery of their iniquitous carelessness, and thought that no harm was done, they heaved a sigh of relief, and remarked, "Well, this mustn't occur again." bbox=[325, 26, 474, 148]
local-item: AFTER inquiry into the wreck of the Tararai, which was wrecked at Gisborne last week, the decision of the Court was that the captain committed an error of judgment in remaining in the roadstead with the vessel in a disabled condition. bbox=[325, 666, 474, 707]
heading-gisborne: GISBORNE. bbox=[533, 28, 580, 37]
ad-new-zealand: NEW ZEALAND bbox=[190, 265, 296, 289]
divider bbox=[169, 548, 317, 549]
schedule: SHORTLAND TO PAEROA (calling at Curtis' Wharf)— Saturday, 21st, at 5.30 morning. Wednesday, 25th, at 7.30 morning. Saturday, 28th, at 10.30 morning. PAEROA TO THAMES— Saturday, 21st, at 11.30 morning. Wednesday, 25th, at 1.30 afternoon. Saturday, 28th, at 4 afternoon. bbox=[12, 498, 160, 547]
tide-cell: 22—Sunday..... bbox=[13, 1103, 73, 1112]
cable-item: News from the Cape confirms the previous information of the surrender of Mapoch, the leader of the natives on the western frontier of the Transvaal. bbox=[482, 852, 631, 877]
tide-cell: 5 .2 bbox=[142, 1103, 160, 1112]
heading-inwards: INWARDS. bbox=[65, 866, 107, 876]
telegram-item: The application of Mr W. L. Rees was made at the R.M. Court to-day seeking to restrain Mr Kenneth Kerr, the proprietor of "Facts," from publishing articles reflecting on the applicant's connection with the Native Land Company, and calling upon the defendant to find sureties to keep the peace. After an eloquent address by Mr Rees, in opposition to the prayer of the applicant, in which he pleaded that the liberty of the Press be not interfered with, the Court dismissed the application, each party to pay his own costs. bbox=[482, 47, 631, 137]
mine-report: The drive on the footwall leader at No. 5 level is in over 30 feet from the boundary. The main leader looks well, being about 8 inches wide, and colors of gold are seen in breaking. Two small leaders are also showing in the dig, both containing excellent minerals and looking well for gold. A leading stope is being carried along this drive, and a few nice picked stone were bagged yesterday from a small leader on the hangingwall of the main portion, which, at my visit yesterday, was stripped ready for breaking down. The hangingwall branch in the stopes is looking pretty well; it is 15 inches wide, showing colors of gold, and yielding a few picked stone occasionally. The crosscut is being driven on north and south. Three shifts are employed in the northern drive, so as to break into the winze, which is 20 feet ahead, as quickly as possible. The lode here is from four to six inches wide, and looking well, though no gold has been seen lately. In the south drive only the footwall portion of the reef is in hand, the main body, which is of large size, being left in the wall for the present. The winze from No. 4 level is down over 75 feet, and is being sunk on the footwall of the reef. As soon as it is down about 15ft further, work will be stopped, and the men started to sink the winze on the hangingwall branch of No. 2 reef from No. 6 level to connect with the 640 feet south crosscut. The stopes above No. 4 are not being worked out, but are left standing for the present on account of the water issuing from them. An excellent class of quartz is being penetrated in the south crosscut. The manager says there is not much of the reef yet in view, but a big branch of No. 2 reef, and thinks that lode is some distance ahead yet. The footwall leader in the drive at No. 5 level was broken down to-day, and colors of gold seen through the quartz. bbox=[796, 408, 945, 703]
tide-cell: 5 .1 bbox=[142, 1085, 160, 1094]
office-date: EVENING STAR OFFICE, Thursday, July 19, 1883. bbox=[174, 45, 311, 52]
gold-return: ALBURNIA.—McDonald and party have finished a crushing of 11 loads for the return of 2 lbs 4 dwts of gold. bbox=[953, 185, 1103, 210]
shipping-fees: Shipping & Seaman's Act Fees 1 10 0 bbox=[174, 72, 279, 80]
